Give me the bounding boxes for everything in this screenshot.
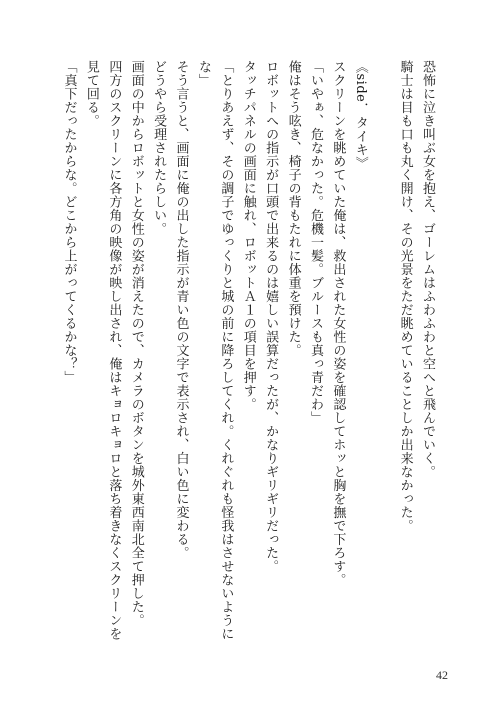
text-line: どうやら受理されたらしい。 [151, 60, 167, 236]
text-line: 俺はそう呟き、椅子の背もたれに体重を預けた。 [285, 60, 301, 357]
dialogue-line-continued: な」 [195, 60, 211, 87]
dialogue-line: 「真下だったからな。どこから上がってくるかな？」 [61, 60, 77, 384]
text-line-continued: 見て回る。 [83, 60, 99, 128]
section-heading: 《side．タイキ》 [352, 60, 368, 170]
text-line: そう言うと、画面に俺の出した指示が青い色の文字で表示され、白い色に変わる。 [173, 60, 189, 560]
dialogue-line: 「とりあえず、その調子でゆっくりと城の前に降ろしてくれ。くれぐれも怪我はさせないように [218, 60, 234, 641]
vertical-text-body [57, 60, 438, 650]
page-number: 42 [436, 668, 448, 682]
text-line: 恐怖に泣き叫ぶ女を抱え、ゴーレムはふわふわと空へと飛んでいく。 [420, 60, 435, 479]
text-line: スクリーンを眺めていた俺は、救出された女性の姿を確認してホッと胸を撫で下ろす。 [330, 60, 346, 587]
text-line: 騎士は目も口も丸く開け、その光景をただ眺めていることしか出来なかった。 [397, 60, 413, 533]
blank-line [371, 60, 393, 650]
dialogue-line: 「いやぁ、危なかった。危機一髪。ブルースも真っ青だわ」 [307, 60, 323, 425]
text-line: ロボットへの指示が口頭で出来るのは嬉しい誤算だったが、かなりギリギリだった。 [263, 60, 279, 573]
text-line: タッチパネルの画面に触れ、ロボットＡ１の項目を押す。 [240, 60, 256, 411]
text-line: 画面の中からロボットと女性の姿が消えたので、カメラのボタンを城外東西南北全て押した。 [128, 60, 144, 627]
text-line: 四方のスクリーンに各方角の映像が映し出され、俺はキョロキョロと落ち着きなくスクリーンを [106, 60, 122, 641]
